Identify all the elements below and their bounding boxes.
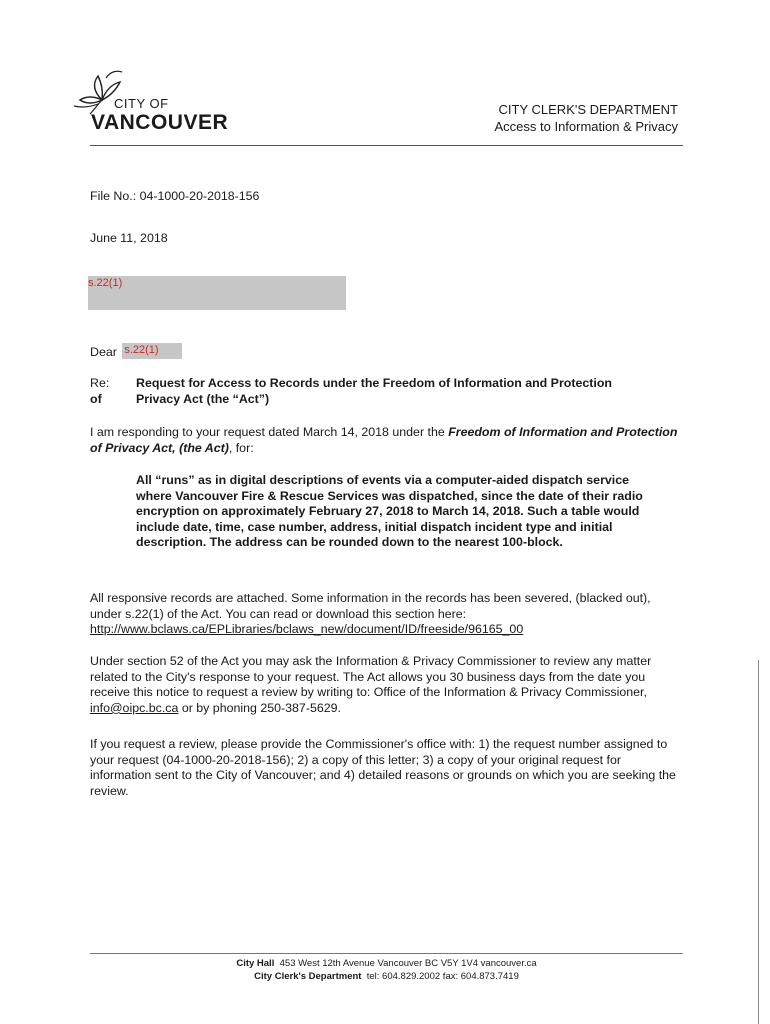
paragraph-review-text: Under section 52 of the Act you may ask the Information & Privacy Commissioner to review any matter related to the City's response to your request. The Act allows you 30 business days from the date you receive this notice to request a review by writing to: Office of the Information & Privacy Commissioner, [90, 654, 652, 700]
paragraph-records-text: All responsive records are attached. Some information in the records has been severed, (blacked out), under s.22(1) of the Act. You can read or download this section here: [90, 591, 651, 621]
letter-footer [90, 957, 683, 983]
redaction-code: s.22(1) [124, 344, 159, 356]
re-of: of [90, 392, 102, 406]
footer-city-hall: City Hall [236, 958, 275, 969]
salutation-dear: Dear [90, 345, 117, 359]
quoted-request: All “runs” as in digital descriptions of events via a computer-aided dispatch service where Vancouver Fire & Rescue Services was dispatched, since the date of their radio encryption on approximately February 27, 2018 to March 14, 2018. Such a table would include date, time, case number, address, initial dispatch incident type and initial description. The address can be rounded down to the nearest 100-block. [136, 473, 643, 550]
footer-address: 453 West 12th Avenue Vancouver BC V5Y 1V4 vancouver.ca [279, 958, 537, 969]
scan-edge-line [758, 660, 759, 1024]
address-redaction-box [88, 276, 346, 310]
footer-line-2 [90, 970, 683, 983]
re-subject-line-1: Request for Access to Records under the Freedom of Information and Protection [136, 376, 612, 390]
paragraph-review-end: or by phoning 250-387-5629. [181, 700, 341, 715]
header-divider [90, 145, 683, 146]
paragraph-records [90, 591, 682, 638]
salutation [90, 343, 182, 361]
re-subject-line-2: Privacy Act (the “Act”) [136, 391, 270, 406]
bclaws-link[interactable]: http://www.bclaws.ca/EPLibraries/bclaws_new/document/ID/freeside/96165_00 [90, 622, 524, 637]
paragraph-review-rights [90, 654, 682, 716]
paragraph-request-start: I am responding to your request dated March 14, 2018 under the [90, 425, 449, 439]
paragraph-request-end: , for: [228, 440, 254, 455]
footer-dept: City Clerk's Department [254, 971, 362, 982]
footer-line-1 [90, 957, 683, 970]
paragraph-review-instructions: If you request a review, please provide the Commissioner's office with: 1) the request number assigned to your request (04-1000-20-2018-156); 2) a copy of this letter; 3) a copy of your original request for information sent to the City of Vancouver; and 4) detailed reasons or grounds on which you are seeking the review. [90, 737, 676, 798]
footer-divider [90, 953, 683, 954]
file-number: File No.: 04-1000-20-2018-156 [90, 189, 260, 203]
paragraph-request [90, 425, 682, 456]
department-name: CITY CLERK'S DEPARTMENT [498, 102, 678, 117]
act-name: Freedom of Information and Protection of Privacy Act, (the Act) [90, 425, 678, 455]
subdepartment-name: Access to Information & Privacy [494, 119, 678, 134]
department-heading [494, 101, 678, 135]
re-subject [136, 376, 681, 407]
letter-date: June 11, 2018 [90, 231, 168, 245]
oipc-email-link[interactable]: info@oipc.bc.ca [90, 700, 179, 715]
logo-vancouver-text: VANCOUVER [91, 111, 229, 134]
re-label: Re: [90, 376, 110, 390]
salutation-redaction-box [122, 343, 182, 359]
logo-city-of-text: CITY OF [114, 96, 169, 111]
redaction-code: s.22(1) [88, 277, 123, 289]
footer-contact: tel: 604.829.2002 fax: 604.873.7419 [366, 971, 519, 982]
